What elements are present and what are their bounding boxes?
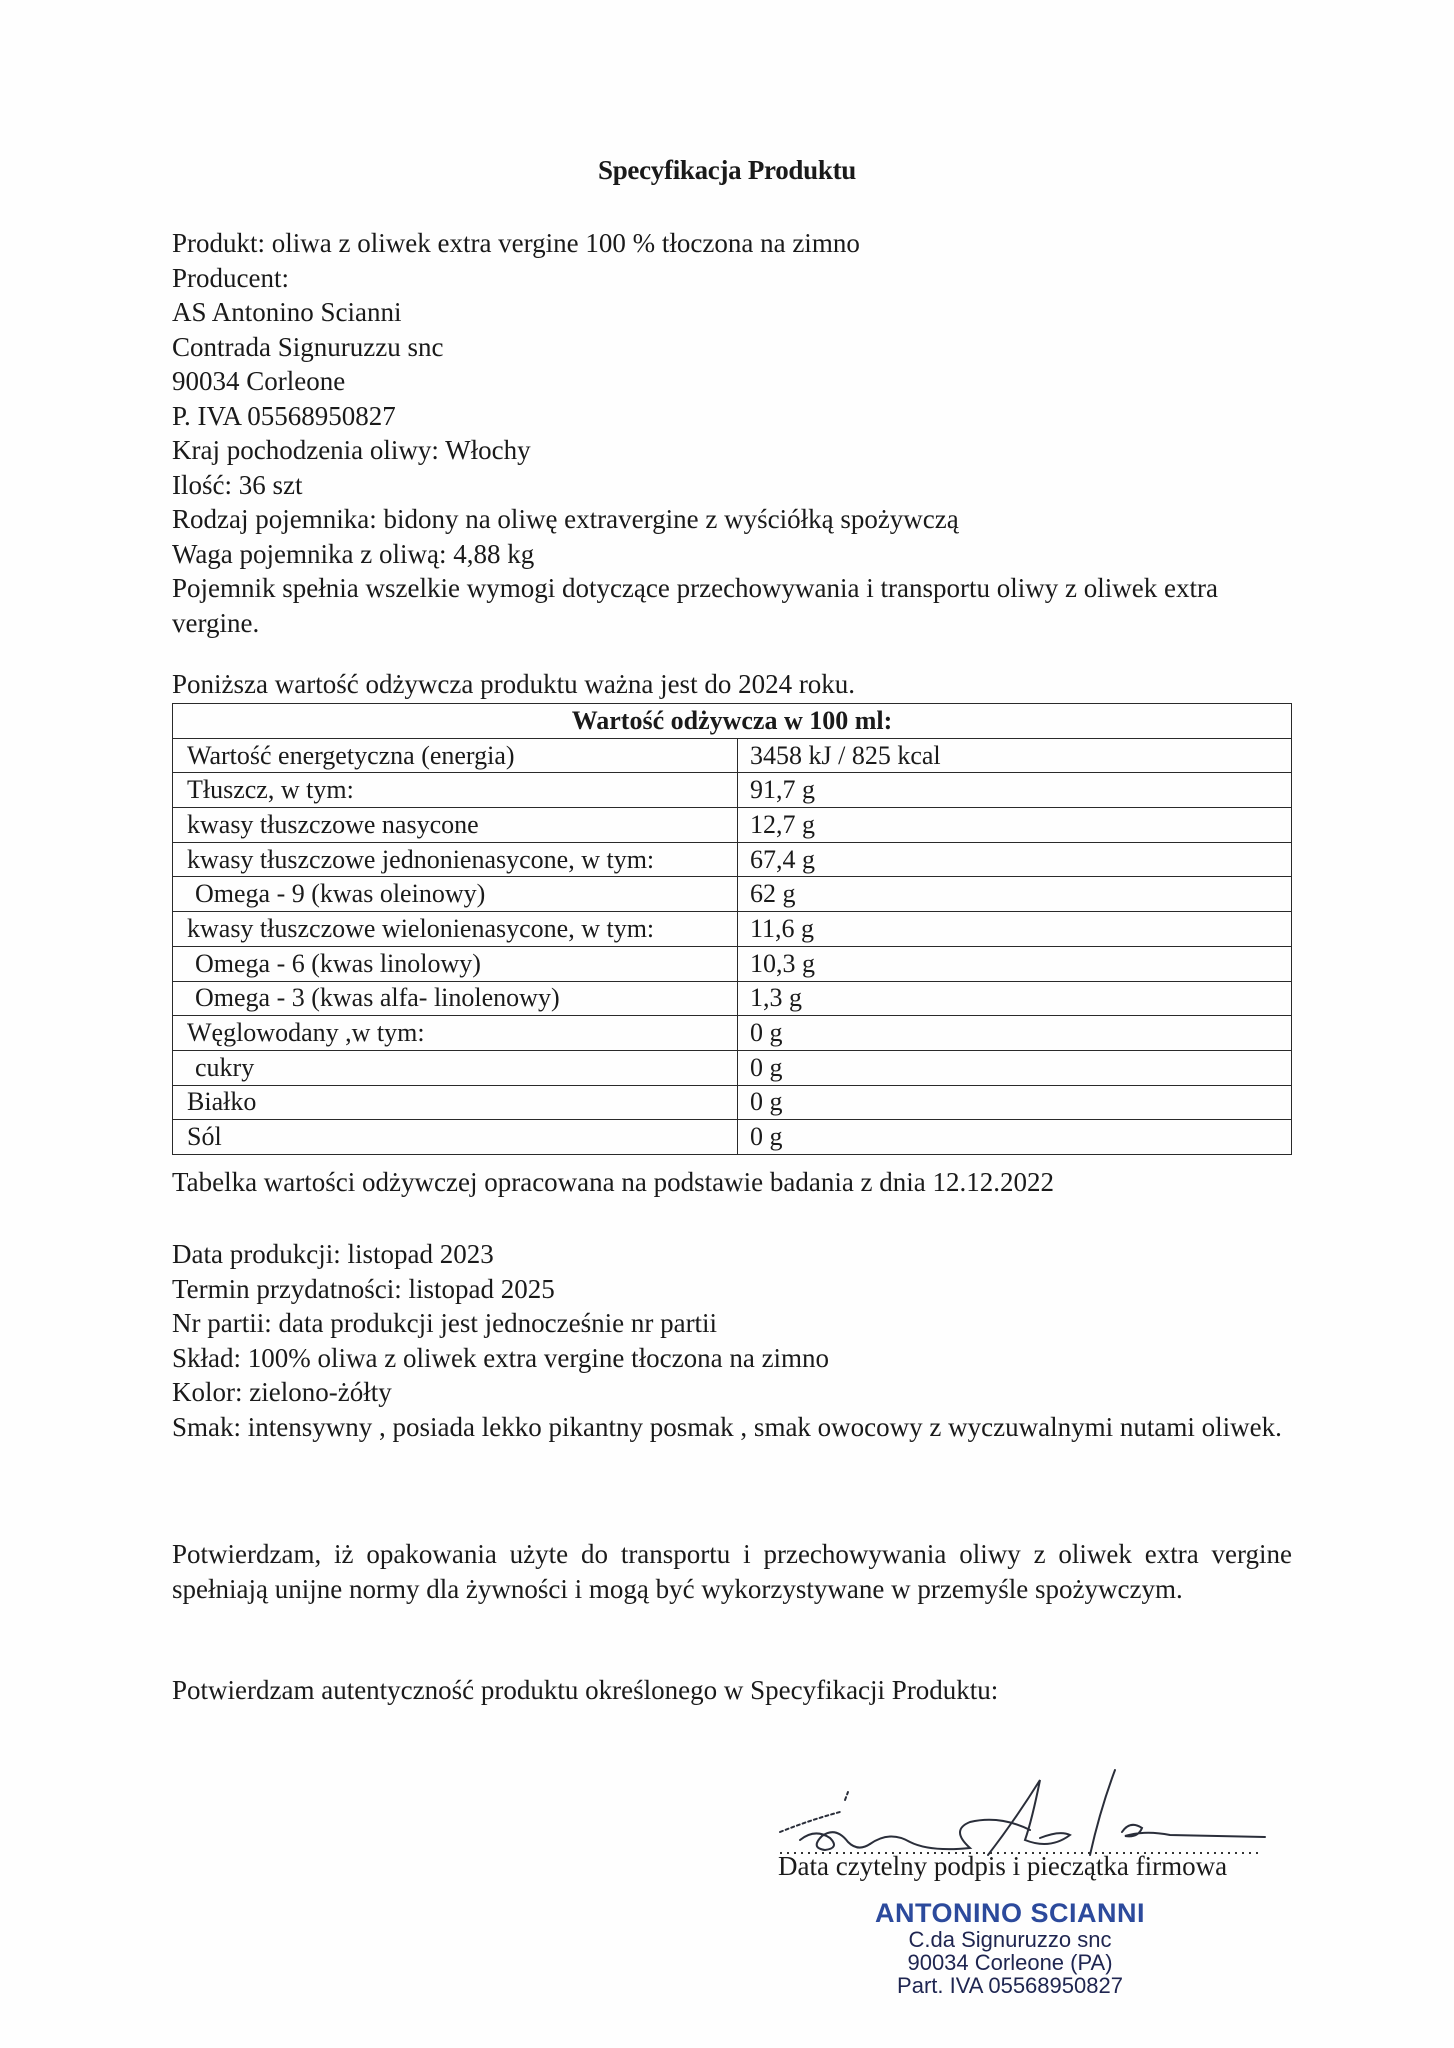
nutrient-name: Białko	[173, 1085, 738, 1120]
nutrient-value: 11,6 g	[738, 912, 1292, 947]
container-note: Pojemnik spełnia wszelkie wymogi dotyczące przechowywania i transportu oliwy z oliwek extra vergine.	[172, 573, 1218, 638]
nutrition-row	[173, 981, 1292, 1016]
info-line-city: 90034 Corleone	[172, 366, 346, 396]
production-details-section	[172, 1237, 1292, 1444]
info-line-container-type: Rodzaj pojemnika: bidony na oliwę extravergine z wyściółką spożywczą	[172, 504, 959, 534]
info-line-quantity: Ilość: 36 szt	[172, 469, 303, 500]
nutrient-value: 62 g	[738, 877, 1292, 912]
nutrition-row	[173, 1120, 1292, 1155]
info-line-producer-label: Producent:	[172, 262, 289, 293]
stamp-vat: Part. IVA 05568950827	[897, 1973, 1123, 1998]
nutrient-value: 0 g	[738, 1120, 1292, 1155]
nutrient-name: kwasy tłuszczowe wielonienasycone, w tym:	[173, 912, 738, 947]
stamp-company-name: ANTONINO SCIANNI	[874, 1898, 1145, 1928]
nutrient-name: Sól	[173, 1120, 738, 1155]
nutrition-row	[173, 842, 1292, 877]
nutrient-name: Wartość energetyczna (energia)	[173, 738, 738, 773]
product-info-section	[172, 226, 1292, 640]
detail-color: Kolor: zielono-żółty	[172, 1377, 392, 1407]
nutrition-row	[173, 1050, 1292, 1085]
info-line-vat: P. IVA 05568950827	[172, 400, 396, 431]
info-line-origin: Kraj pochodzenia oliwy: Włochy	[172, 435, 531, 465]
table-note: Tabelka wartości odżywczej opracowana na podstawie badania z dnia 12.12.2022	[172, 1167, 1055, 1197]
nutrition-row	[173, 808, 1292, 843]
nutrition-row	[173, 877, 1292, 912]
nutrient-value: 0 g	[738, 1085, 1292, 1120]
nutrient-name: kwasy tłuszczowe jednonienasycone, w tym:	[173, 842, 738, 877]
nutrition-row	[173, 912, 1292, 947]
nutrition-row	[173, 946, 1292, 981]
validity-note: Poniższa wartość odżywcza produktu ważna jest do 2024 roku.	[172, 669, 856, 699]
nutrient-name: cukry	[173, 1050, 738, 1085]
stamp-city: 90034 Corleone (PA)	[907, 1950, 1113, 1975]
nutrient-value: 10,3 g	[738, 946, 1292, 981]
nutrient-name: Omega - 9 (kwas oleinowy)	[173, 877, 738, 912]
nutrition-row	[173, 1085, 1292, 1120]
detail-production-date: Data produkcji: listopad 2023	[172, 1239, 494, 1269]
info-line-address: Contrada Signuruzzu snc	[172, 331, 444, 362]
nutrient-value: 0 g	[738, 1016, 1292, 1051]
nutrient-value: 12,7 g	[738, 808, 1292, 843]
nutrient-name: Tłuszcz, w tym:	[173, 773, 738, 808]
nutrient-value: 67,4 g	[738, 842, 1292, 877]
nutrient-name: Omega - 3 (kwas alfa- linolenowy)	[173, 981, 738, 1016]
company-stamp	[820, 1898, 1200, 1997]
info-line-producer-name: AS Antonino Scianni	[172, 297, 402, 327]
nutrition-row	[173, 1016, 1292, 1051]
nutrition-table	[172, 703, 1292, 1155]
nutrient-value: 91,7 g	[738, 773, 1292, 808]
signature-caption: Data czytelny podpis i pieczątka firmowa	[778, 1851, 1228, 1881]
detail-batch-number: Nr partii: data produkcji jest jednocześnie nr partii	[172, 1308, 718, 1338]
detail-taste: Smak: intensywny , posiada lekko pikantny posmak , smak owocowy z wyczuwalnymi nutami oliwek.	[172, 1411, 1282, 1442]
nutrient-name: Omega - 6 (kwas linolowy)	[173, 946, 738, 981]
info-line-container-weight: Waga pojemnika z oliwą: 4,88 kg	[172, 538, 535, 569]
packaging-confirmation: Potwierdzam, iż opakowania użyte do transportu i przechowywania oliwy z oliwek extra vergine spełniają unijne normy dla żywności i mogą być wykorzystywane w przemyśle spożywczym.	[172, 1539, 1292, 1604]
detail-composition: Skład: 100% oliwa z oliwek extra vergine tłoczona na zimno	[172, 1342, 830, 1373]
nutrition-row	[173, 738, 1292, 773]
nutrient-value: 3458 kJ / 825 kcal	[738, 738, 1292, 773]
info-line-product: Produkt: oliwa z oliwek extra vergine 100 % tłoczona na zimno	[172, 228, 860, 258]
stamp-address: C.da Signuruzzo snc	[908, 1927, 1112, 1952]
document-title: Specyfikacja Produktu	[598, 155, 856, 185]
detail-expiry-date: Termin przydatności: listopad 2025	[172, 1273, 555, 1304]
nutrition-table-body	[173, 738, 1292, 1154]
nutrient-value: 0 g	[738, 1050, 1292, 1085]
nutrition-table-header: Wartość odżywcza w 100 ml:	[173, 704, 1292, 739]
nutrient-value: 1,3 g	[738, 981, 1292, 1016]
authenticity-confirmation: Potwierdzam autentyczność produktu określonego w Specyfikacji Produktu:	[172, 1675, 999, 1705]
nutrient-name: kwasy tłuszczowe nasycone	[173, 808, 738, 843]
nutrient-name: Węglowodany ,w tym:	[173, 1016, 738, 1051]
nutrition-row	[173, 773, 1292, 808]
